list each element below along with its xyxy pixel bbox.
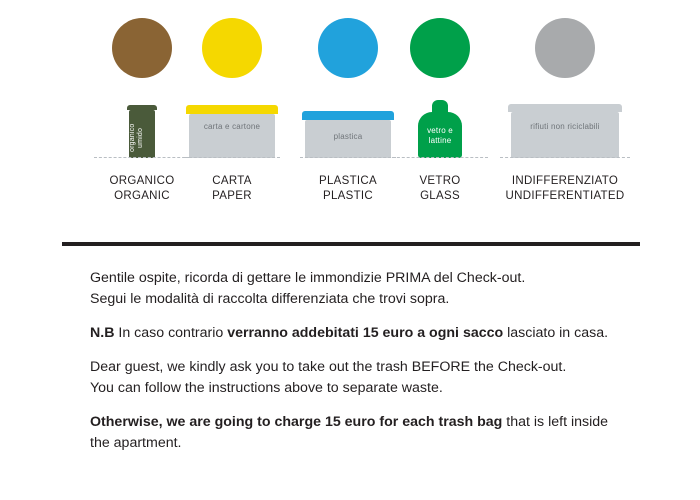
caption-glass-en: GLASS [420,190,460,202]
color-dot-plastic [318,18,378,78]
notice-nb-paragraph [90,323,620,344]
caption-undifferentiated [472,174,658,204]
caption-paper-en: PAPER [212,190,252,202]
bin-glass-text: vetro e lattine [427,126,453,145]
notice-en-bold: Otherwise, we are going to charge 15 euro for each trash bag [90,414,503,430]
color-dot-glass [410,18,470,78]
caption-organic-it: ORGANICO [109,175,175,187]
caption-organic-en: ORGANIC [114,190,170,202]
notice-en-tail: that is left inside the apartment. [90,414,609,451]
waste-sorting-graphic [0,0,700,232]
caption-paper [172,174,292,204]
bin-paper-wrap [172,96,292,158]
caption-paper-it: CARTA [212,175,252,187]
ground-line-paper [184,157,280,158]
bin-paper-lid [186,105,278,114]
bin-undiff-lid [508,104,622,112]
notice-nb-text-a: In caso contrario [114,325,228,341]
caption-plastic-it: PLASTICA [318,175,377,187]
waste-column-undifferentiated [472,18,658,204]
notice-en-warning [90,412,620,454]
notice-nb-label: N.B [90,325,115,341]
notice-en-line2: You can follow the instructions above to separate waste. [90,380,443,396]
notice-text-block [90,268,620,454]
caption-undiff-it: INDIFFERENZIATO [511,175,619,187]
color-dot-undifferentiated [535,18,595,78]
bin-paper-text: carta e cartone [203,122,261,131]
bin-organic-text: organico umido [129,123,144,152]
bin-organic-body [129,110,155,158]
bin-undiff-body [511,112,619,158]
caption-plastic-en: PLASTIC [322,190,374,202]
notice-nb-text-b: lasciato in casa. [503,325,609,341]
notice-it-line2: Segui le modalità di raccolta differenziata che trovi sopra. [90,291,450,307]
waste-column-paper [172,18,292,204]
ground-line-undifferentiated [500,157,630,158]
color-dot-paper [202,18,262,78]
caption-undiff-en: UNDIFFERENTIATED [505,190,625,202]
bin-plastic-body [305,120,391,158]
bin-undiff-wrap [472,96,658,158]
bin-paper-body [189,114,275,158]
bin-plastic-text: plastica [333,132,363,141]
notice-nb-bold: verranno addebitati 15 euro a ogni sacco [227,325,504,341]
notice-en-line1: Dear guest, we kindly ask you to take out the trash BEFORE the Check-out. [90,359,567,375]
caption-glass-it: VETRO [419,175,461,187]
glass-sack [418,100,462,158]
section-divider [62,242,640,246]
notice-it-line1: Gentile ospite, ricorda di gettare le immondizie PRIMA del Check-out. [90,270,526,286]
color-dot-organic [112,18,172,78]
bin-undiff-text: rifiuti non riciclabili [530,122,600,131]
